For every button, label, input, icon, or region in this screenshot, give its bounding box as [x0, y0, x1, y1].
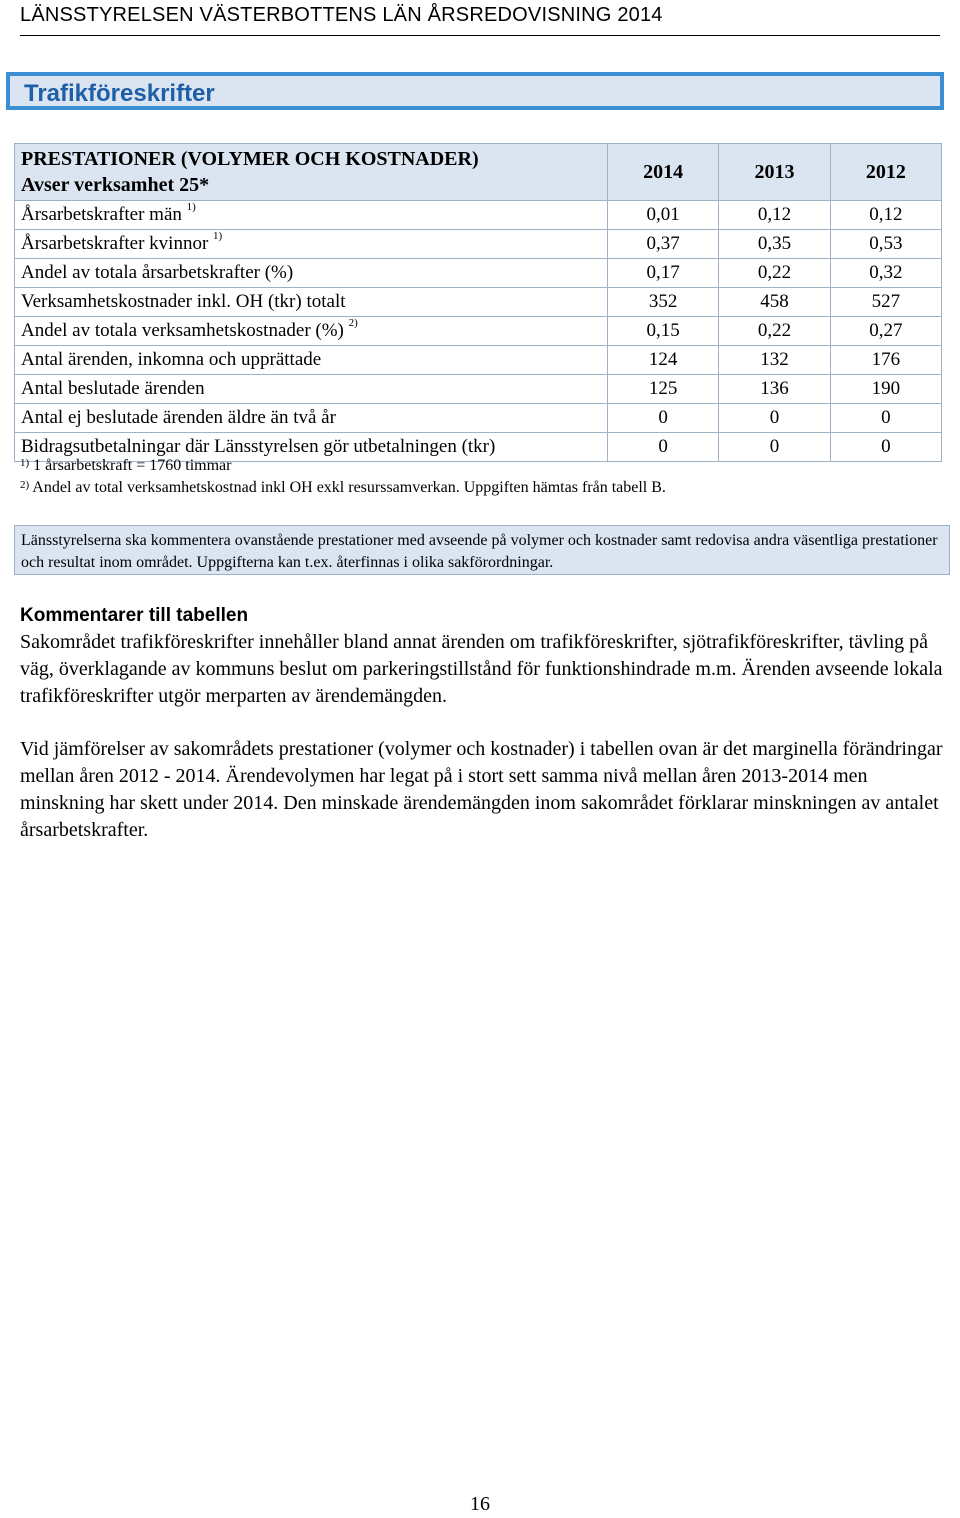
value-cell: 132 — [719, 346, 830, 375]
value-cell: 527 — [830, 288, 941, 317]
value-cell: 136 — [719, 375, 830, 404]
value-cell: 0,35 — [719, 230, 830, 259]
row-label-cell — [15, 346, 608, 375]
row-label-cell — [15, 288, 608, 317]
commentary-heading: Kommentarer till tabellen — [20, 605, 249, 626]
row-footnote-marker: 1) — [186, 201, 196, 213]
footnote-text: 1 årsarbetskraft = 1760 timmar — [33, 457, 232, 474]
row-label: Antal ej beslutade ärenden äldre än två år — [21, 407, 336, 428]
value-cell: 0,12 — [830, 201, 941, 230]
value-cell: 0 — [830, 433, 941, 462]
commentary-paragraph: Vid jämförelser av sakområdets prestationer (volymer och kostnader) i tabellen ovan är det marginella förändringar mellan åren 2012 - 2014. Ärendevolymen har legat på i stort sett samma nivå mellan åren 2013-2014 men minskning har skett under 2014. Den minskade ärendemängden inom sakområdet förklarar minskningen av antalet årsarbetskrafter. — [20, 738, 943, 841]
value-cell: 0 — [830, 404, 941, 433]
section-title-box — [6, 72, 944, 110]
footnote-marker: 1) — [20, 457, 30, 469]
table-row — [15, 404, 942, 433]
row-label: Antal beslutade ärenden — [21, 378, 205, 399]
instruction-note: Länsstyrelserna ska kommentera ovanstående prestationer med avseende på volymer och kostnader samt redovisa andra väsentliga prestationer och resultat inom området. Uppgifterna kan t.ex. återfinnas i olika sakförordningar. — [14, 525, 950, 575]
row-label: Verksamhetskostnader inkl. OH (tkr) totalt — [21, 291, 346, 312]
value-cell: 458 — [719, 288, 830, 317]
row-label-cell — [15, 375, 608, 404]
row-footnote-marker: 2) — [348, 317, 358, 329]
value-cell: 352 — [608, 288, 719, 317]
year-header: 2014 — [608, 144, 719, 201]
table-row — [15, 375, 942, 404]
row-label-cell — [15, 259, 608, 288]
row-footnote-marker: 1) — [213, 230, 223, 242]
value-cell: 0,12 — [719, 201, 830, 230]
value-cell: 190 — [830, 375, 941, 404]
value-cell: 0 — [608, 433, 719, 462]
row-label-cell — [15, 201, 608, 230]
table-row — [15, 201, 942, 230]
row-label-cell — [15, 404, 608, 433]
commentary-paragraph: Sakområdet trafikföreskrifter innehåller bland annat ärenden om trafikföreskrifter, sjötrafikföreskrifter, tävling på väg, överklagande av kommuns beslut om parkeringstillstånd för funktionshindrade m.m. Ärenden avseende lokala trafikföreskrifter utgör merparten av ärendemängden. — [20, 631, 943, 707]
row-label-cell — [15, 230, 608, 259]
footnote-text: Andel av total verksamhetskostnad inkl OH exkl resurssamverkan. Uppgiften hämtas från tabell B. — [32, 479, 666, 496]
row-label: Årsarbetskrafter kvinnor — [21, 233, 209, 254]
table-row — [15, 288, 942, 317]
row-label-cell — [15, 317, 608, 346]
performance-table — [14, 143, 942, 462]
value-cell: 176 — [830, 346, 941, 375]
table-row — [15, 230, 942, 259]
table-subtitle: Avser verksamhet 25* — [21, 174, 210, 196]
value-cell: 125 — [608, 375, 719, 404]
value-cell: 0,37 — [608, 230, 719, 259]
value-cell: 0,27 — [830, 317, 941, 346]
value-cell: 0,53 — [830, 230, 941, 259]
footnote-marker: 2) — [20, 479, 30, 491]
page-number: 16 — [470, 1493, 490, 1515]
table-header-row — [15, 144, 942, 201]
row-label: Andel av totala verksamhetskostnader (%) — [21, 320, 344, 341]
running-header: LÄNSSTYRELSEN VÄSTERBOTTENS LÄN ÅRSREDOVISNING 2014 — [20, 4, 663, 26]
value-cell: 0 — [719, 433, 830, 462]
value-cell: 0,17 — [608, 259, 719, 288]
value-cell: 0,01 — [608, 201, 719, 230]
table-title-cell — [15, 144, 608, 201]
header-rule — [20, 35, 940, 36]
year-header: 2012 — [830, 144, 941, 201]
value-cell: 124 — [608, 346, 719, 375]
value-cell: 0,22 — [719, 317, 830, 346]
commentary-section — [20, 603, 945, 844]
footnotes — [20, 455, 666, 499]
row-label: Antal ärenden, inkomna och upprättade — [21, 349, 322, 370]
table-row — [15, 259, 942, 288]
footnote — [20, 455, 666, 477]
value-cell: 0,15 — [608, 317, 719, 346]
footnote — [20, 477, 666, 499]
table-row — [15, 317, 942, 346]
value-cell: 0 — [608, 404, 719, 433]
year-header: 2013 — [719, 144, 830, 201]
value-cell: 0,32 — [830, 259, 941, 288]
table-row — [15, 346, 942, 375]
row-label: Andel av totala årsarbetskrafter (%) — [21, 262, 294, 283]
table-title: PRESTATIONER (VOLYMER OCH KOSTNADER) — [21, 148, 479, 170]
value-cell: 0 — [719, 404, 830, 433]
row-label: Årsarbetskrafter män — [21, 204, 182, 225]
row-label: Bidragsutbetalningar där Länsstyrelsen gör utbetalningen (tkr) — [21, 436, 496, 457]
value-cell: 0,22 — [719, 259, 830, 288]
section-title: Trafikföreskrifter — [24, 80, 215, 107]
